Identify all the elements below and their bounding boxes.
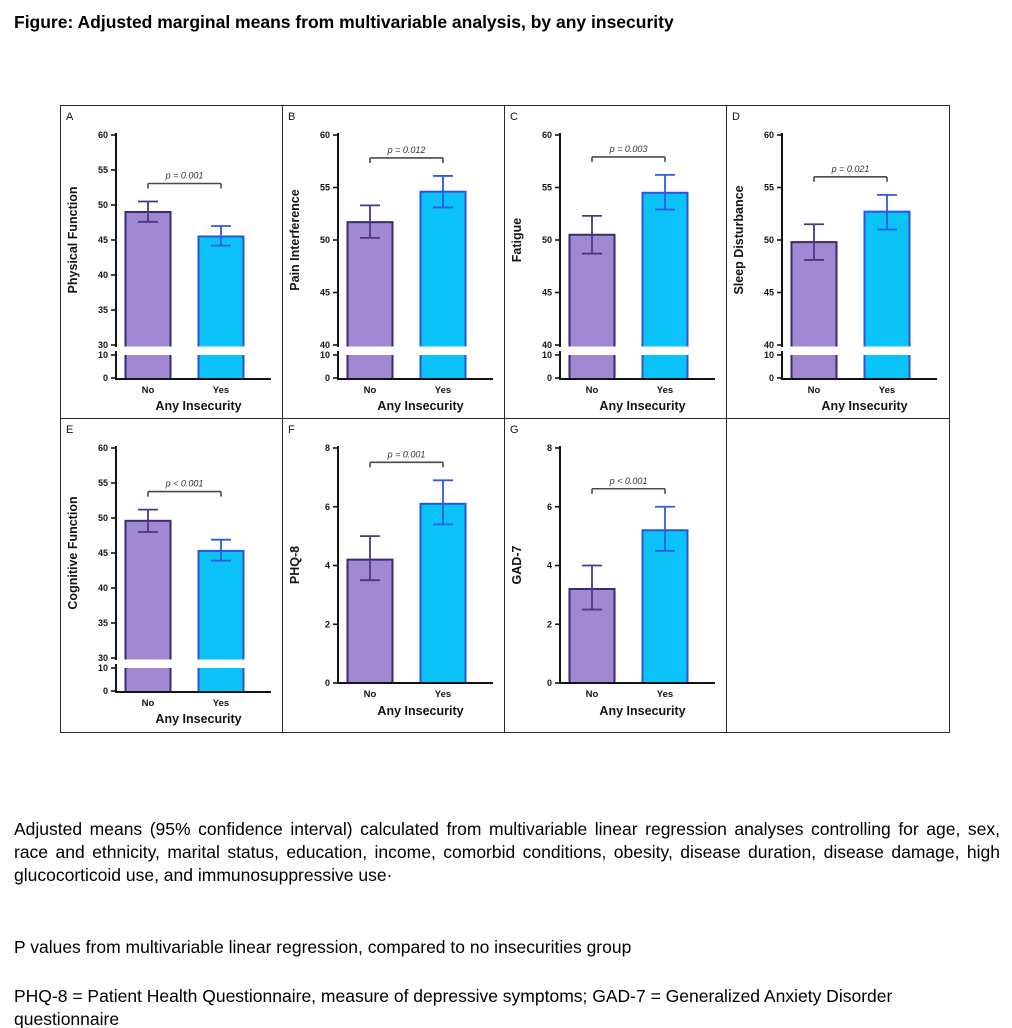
svg-text:10: 10 bbox=[97, 350, 108, 361]
y-ticks bbox=[542, 130, 560, 383]
p-value-label: p = 0.001 bbox=[165, 170, 204, 181]
svg-text:10: 10 bbox=[97, 663, 108, 674]
svg-text:50: 50 bbox=[97, 200, 108, 211]
p-value-label: p < 0.001 bbox=[165, 478, 204, 489]
y-ticks bbox=[98, 443, 116, 696]
svg-text:50: 50 bbox=[319, 235, 330, 246]
panel-letter: E bbox=[66, 424, 74, 436]
x-tick-label: Yes bbox=[878, 385, 896, 396]
svg-text:30: 30 bbox=[97, 340, 108, 351]
x-tick-label: Yes bbox=[212, 698, 230, 709]
svg-text:40: 40 bbox=[319, 340, 330, 351]
bar-yes bbox=[421, 504, 466, 683]
svg-text:2: 2 bbox=[546, 619, 552, 630]
svg-text:0: 0 bbox=[324, 678, 330, 689]
x-tick-label: No bbox=[585, 689, 599, 700]
panel-cell-empty bbox=[727, 419, 949, 732]
axis-break-band bbox=[120, 660, 267, 669]
svg-text:40: 40 bbox=[763, 340, 774, 351]
footnote-abbreviations: PHQ-8 = Patient Health Questionnaire, measure of depressive symptoms; GAD-7 = Generalized Anxiety Disorder questionnaire bbox=[14, 986, 893, 1028]
p-value-label: p = 0.003 bbox=[609, 143, 648, 154]
x-axis-title: Any Insecurity bbox=[155, 712, 242, 726]
x-tick-label: Yes bbox=[212, 385, 230, 396]
panel-e-chart bbox=[61, 419, 282, 731]
svg-text:0: 0 bbox=[546, 678, 552, 689]
svg-text:55: 55 bbox=[97, 165, 108, 176]
bars bbox=[570, 530, 688, 683]
svg-text:60: 60 bbox=[97, 443, 108, 454]
svg-text:45: 45 bbox=[763, 287, 774, 298]
x-axis-title: Any Insecurity bbox=[155, 399, 242, 413]
y-axis-title: Cognitive Function bbox=[66, 496, 80, 610]
y-ticks bbox=[98, 130, 116, 383]
x-axis-title: Any Insecurity bbox=[599, 399, 686, 413]
p-value-label: p < 0.001 bbox=[609, 475, 648, 486]
svg-text:4: 4 bbox=[546, 560, 552, 571]
x-tick-label: No bbox=[141, 385, 155, 396]
x-tick-label: No bbox=[585, 385, 599, 396]
svg-text:0: 0 bbox=[102, 686, 108, 697]
svg-text:55: 55 bbox=[97, 478, 108, 489]
axis-break-band bbox=[120, 347, 267, 356]
y-axis-title: GAD-7 bbox=[510, 545, 524, 585]
y-ticks bbox=[547, 443, 560, 688]
svg-text:45: 45 bbox=[541, 287, 552, 298]
svg-text:0: 0 bbox=[768, 373, 774, 384]
p-value-bracket bbox=[592, 489, 665, 494]
x-axis-title: Any Insecurity bbox=[377, 704, 464, 718]
x-axis-title: Any Insecurity bbox=[599, 704, 686, 718]
p-value-bracket bbox=[148, 492, 221, 497]
p-value-label: p = 0.001 bbox=[387, 449, 426, 460]
y-axis-title: Sleep Disturbance bbox=[732, 185, 746, 295]
x-tick-label: Yes bbox=[656, 385, 674, 396]
panel-b-chart bbox=[283, 106, 504, 418]
x-tick-label: Yes bbox=[656, 689, 674, 700]
x-tick-label: No bbox=[363, 689, 377, 700]
panel-c-chart bbox=[505, 106, 726, 418]
panel-letter: B bbox=[288, 111, 296, 123]
panel-letter: C bbox=[510, 111, 518, 123]
x-tick-label: Yes bbox=[434, 385, 452, 396]
svg-text:0: 0 bbox=[546, 373, 552, 384]
svg-text:6: 6 bbox=[324, 501, 330, 512]
panel-cell-f bbox=[283, 419, 505, 732]
svg-text:55: 55 bbox=[541, 182, 552, 193]
panel-letter: D bbox=[732, 111, 740, 123]
svg-text:8: 8 bbox=[546, 443, 552, 454]
p-value-label: p = 0.021 bbox=[831, 163, 870, 174]
panel-cell-c bbox=[505, 106, 727, 419]
svg-text:35: 35 bbox=[97, 618, 108, 629]
x-axis-title: Any Insecurity bbox=[377, 399, 464, 413]
y-axis-title: Physical Function bbox=[66, 186, 80, 294]
y-axis-title: Pain Interference bbox=[288, 189, 302, 291]
svg-text:55: 55 bbox=[763, 182, 774, 193]
p-value-bracket bbox=[370, 462, 443, 467]
footnote-adjusted-means: Adjusted means (95% confidence interval) calculated from multivariable linear regression analyses controlling for age, sex, race and ethnicity, marital status, education, income, comorbid conditions, obesity, disease duration, disease damage, high glucocorticoid use, and immunosuppressive use· bbox=[14, 819, 1000, 885]
axis-break-band bbox=[564, 347, 711, 356]
footnote-p-values: P values from multivariable linear regression, compared to no insecurities group bbox=[14, 937, 632, 957]
panel-cell-e bbox=[61, 419, 283, 732]
panel-cell-a bbox=[61, 106, 283, 419]
panel-d-chart bbox=[727, 106, 948, 418]
panel-grid bbox=[60, 105, 950, 733]
panel-a-chart bbox=[61, 106, 282, 418]
y-ticks bbox=[325, 443, 338, 688]
p-value-bracket bbox=[814, 177, 887, 182]
footnotes bbox=[14, 818, 1000, 1028]
bars bbox=[348, 504, 466, 683]
svg-text:10: 10 bbox=[763, 350, 774, 361]
figure-title: Figure: Adjusted marginal means from multivariable analysis, by any insecurity bbox=[14, 12, 674, 32]
svg-text:40: 40 bbox=[541, 340, 552, 351]
svg-text:6: 6 bbox=[546, 501, 552, 512]
svg-text:2: 2 bbox=[324, 619, 330, 630]
p-value-bracket bbox=[370, 158, 443, 163]
axis-break-band bbox=[786, 347, 933, 356]
panel-letter: A bbox=[66, 111, 74, 123]
panel-letter: G bbox=[510, 424, 519, 436]
svg-text:4: 4 bbox=[324, 560, 330, 571]
svg-text:60: 60 bbox=[319, 130, 330, 141]
p-value-bracket bbox=[148, 184, 221, 189]
svg-text:8: 8 bbox=[324, 443, 330, 454]
svg-text:45: 45 bbox=[97, 548, 108, 559]
svg-text:40: 40 bbox=[97, 270, 108, 281]
panel-cell-d bbox=[727, 106, 949, 419]
svg-text:50: 50 bbox=[541, 235, 552, 246]
svg-text:45: 45 bbox=[97, 235, 108, 246]
y-axis-title: PHQ-8 bbox=[288, 545, 302, 585]
svg-text:60: 60 bbox=[763, 130, 774, 141]
bar-no bbox=[348, 222, 393, 379]
svg-text:60: 60 bbox=[97, 130, 108, 141]
x-tick-label: No bbox=[141, 698, 155, 709]
svg-text:0: 0 bbox=[102, 373, 108, 384]
svg-text:50: 50 bbox=[97, 513, 108, 524]
axis-break-band bbox=[342, 347, 489, 356]
x-tick-label: No bbox=[363, 385, 377, 396]
x-axis-title: Any Insecurity bbox=[821, 399, 908, 413]
svg-text:10: 10 bbox=[541, 350, 552, 361]
p-value-bracket bbox=[592, 157, 665, 162]
panel-cell-g bbox=[505, 419, 727, 732]
svg-text:0: 0 bbox=[324, 373, 330, 384]
svg-text:45: 45 bbox=[319, 287, 330, 298]
bar-no bbox=[570, 235, 615, 379]
svg-text:50: 50 bbox=[763, 235, 774, 246]
svg-text:60: 60 bbox=[541, 130, 552, 141]
panel-f-chart bbox=[283, 419, 504, 731]
svg-text:35: 35 bbox=[97, 305, 108, 316]
panel-cell-b bbox=[283, 106, 505, 419]
y-ticks bbox=[764, 130, 782, 383]
svg-text:55: 55 bbox=[319, 182, 330, 193]
bar-yes bbox=[643, 530, 688, 683]
p-value-label: p = 0.012 bbox=[387, 144, 426, 155]
svg-text:30: 30 bbox=[97, 653, 108, 664]
x-tick-label: Yes bbox=[434, 689, 452, 700]
x-tick-label: No bbox=[807, 385, 821, 396]
bar-no bbox=[792, 242, 837, 379]
bar-yes bbox=[199, 551, 244, 692]
panel-letter: F bbox=[288, 424, 295, 436]
y-ticks bbox=[320, 130, 338, 383]
svg-text:10: 10 bbox=[319, 350, 330, 361]
y-axis-title: Fatigue bbox=[510, 217, 524, 263]
panel-g-chart bbox=[505, 419, 726, 731]
svg-text:40: 40 bbox=[97, 583, 108, 594]
bar-yes bbox=[199, 237, 244, 380]
